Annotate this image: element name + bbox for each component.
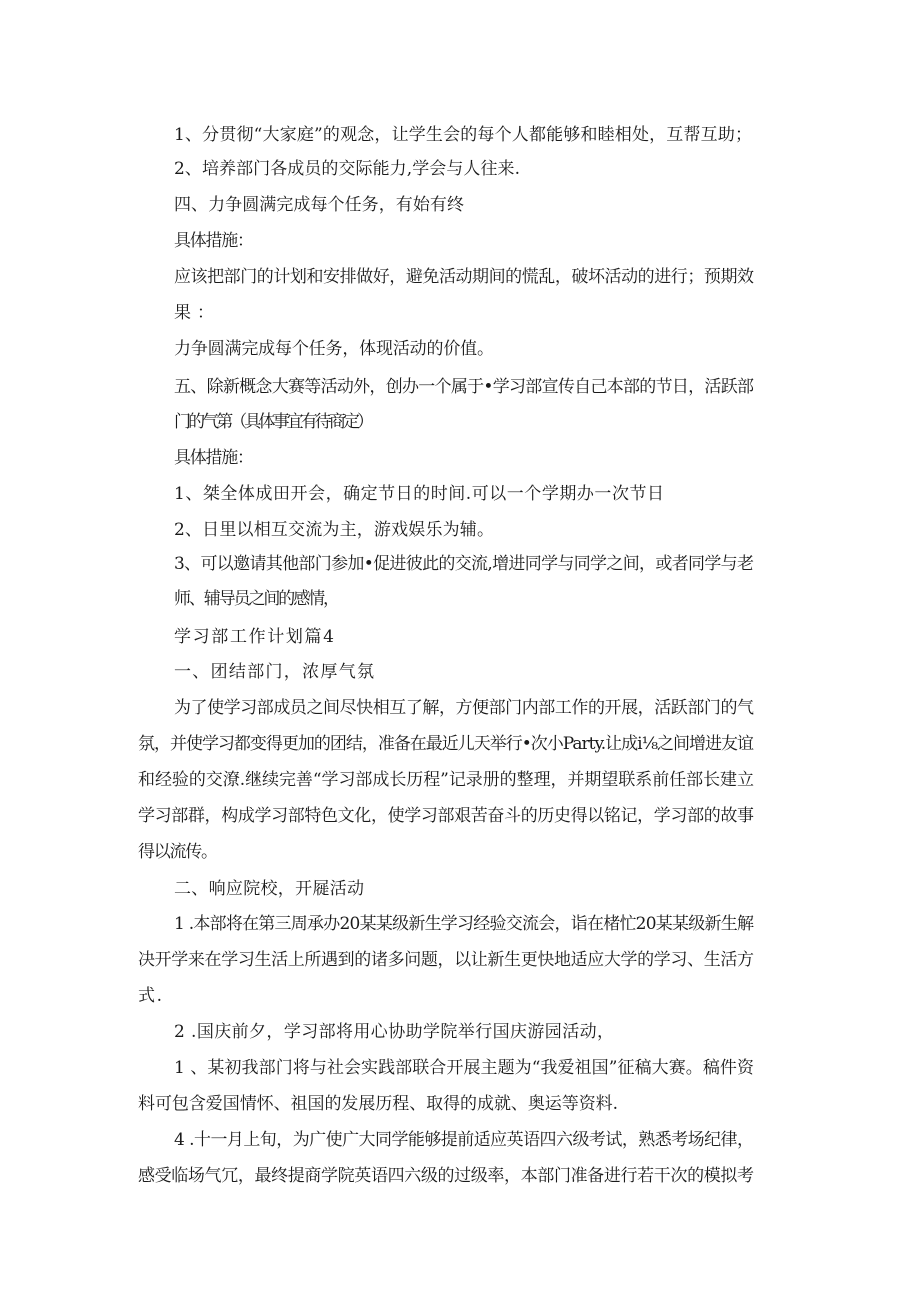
paragraph-line: 师、辅导员之间的感情， <box>174 589 338 609</box>
paragraph-line: 氛，并使学习都变得更加的团结，准备在最近儿天举行•次小Party.让成i⅛之间增进友谊 <box>138 734 753 754</box>
paragraph-line: 2 .国庆前夕，学习部将用心协助学院举行国庆游园活动， <box>174 1022 615 1042</box>
section-heading: 二、响应院校，开屣活动 <box>174 879 365 899</box>
paragraph-line: 2、日里以相互交流为主，游戏娱乐为辅。 <box>174 520 495 540</box>
paragraph-line: 具体措施： <box>174 448 253 468</box>
paragraph-line: 感受临场气冗，最终提商学院英语四六级的过级率，本部门准备进行若干次的模拟考 <box>138 1166 754 1186</box>
paragraph-line: 1、桀全体成田开会，确定节日的时间.可以一个学期办一次节日 <box>174 484 665 504</box>
paragraph-line: 果： <box>174 303 220 323</box>
section-heading: 一、团结部门，浓厚气氛 <box>174 662 376 682</box>
paragraph-line: 2、培养部门各成员的交际能力,学会与人往来. <box>174 159 521 179</box>
paragraph-line: 料可包含爱国情怀、祖国的发展历程、取得的成就、奥运等资料. <box>138 1094 618 1114</box>
paragraph-line: 1 、某初我部门将与社会实践部联合开展主题为“我爱祖国”征稿大赛。稿件资 <box>174 1058 755 1078</box>
section-heading: 四、力争圆满完成每个任务，有始有终 <box>174 195 465 215</box>
paragraph-line: 4 .十一月上旬，为广使广大同学能够提前适应英语四六级考试，熟悉考场纪律， <box>174 1130 754 1150</box>
paragraph-line: 应该把部门的计划和安排做好，避免活动期间的慌乱，破坏活动的进行；预期效 <box>174 267 754 287</box>
paragraph-line: 力争圆满完成每个任务，体现活动的价值。 <box>174 339 494 359</box>
paragraph-line: 为了使学习部成员之间尽快相互了解，方便部门内部工作的开展，活跃部门的气 <box>174 698 754 718</box>
article-title: 学习部工作计划篇4 <box>174 627 336 647</box>
section-heading: 五、除新概念大赛等活动外，创办一个属于•学习部宣传自己本部的节日，活跃部 <box>174 377 754 397</box>
paragraph-line: 得以流传。 <box>138 842 217 862</box>
paragraph-line: 学习部群，构成学习部特色文化，使学习部艰苦奋斗的历史得以铭记，学习部的故事 <box>138 806 754 826</box>
paragraph-line: 1、分贯彻“大家庭”的观念，让学生会的每个人都能够和睦相处，互帮互助； <box>174 125 753 145</box>
paragraph-line: 决开学来在学习生活上所遇到的诸多问题，以让新生更快地适应大学的学习、生活方 <box>138 950 754 970</box>
paragraph-line: 式. <box>138 986 164 1006</box>
paragraph-line: 3、可以邀请其他部门参加•促进彼此的交流,增进同学与同学之间，或者同学与老 <box>174 554 754 574</box>
paragraph-line: 具体措施： <box>174 231 253 251</box>
paragraph-line: 和经验的交潦.继续完善“学习部成长历程”记录册的整理，并期望联系前任部长建立 <box>138 770 754 790</box>
paragraph-line: 1 .本部将在第三周承办20某某级新生学习经验交流会，诣在楮忙20某某级新生解 <box>174 914 754 934</box>
paragraph-line: 门的气第（具体事宜有待商定） <box>174 412 372 432</box>
